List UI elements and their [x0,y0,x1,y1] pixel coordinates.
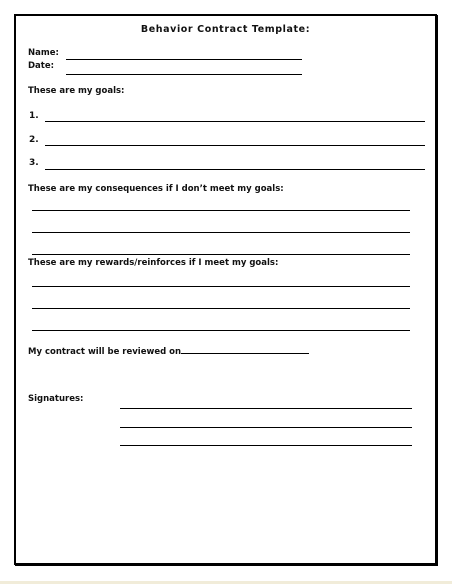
goals-heading: These are my goals: [28,86,125,96]
name-label: Name: [28,48,59,58]
date-line[interactable] [66,74,302,75]
goal-number-3: 3. [29,158,39,168]
rewards-heading: These are my rewards/reinforces if I meet my goals: [28,258,279,268]
consequence-line-2[interactable] [32,232,410,233]
goal-line-2[interactable] [45,145,425,146]
date-label: Date: [28,61,55,71]
goal-number-1: 1. [29,111,39,121]
goal-line-3[interactable] [45,169,425,170]
review-label: My contract will be reviewed on [28,347,182,357]
reward-line-1[interactable] [32,286,410,287]
name-line[interactable] [66,59,302,60]
consequence-line-3[interactable] [32,254,410,255]
review-date-line[interactable] [181,345,309,354]
reward-line-3[interactable] [32,330,410,331]
goal-number-2: 2. [29,135,39,145]
goal-line-1[interactable] [45,121,425,122]
signature-line-2[interactable] [120,427,412,428]
signature-line-3[interactable] [120,445,412,446]
signature-line-1[interactable] [120,408,412,409]
signatures-label: Signatures: [28,394,84,404]
review-statement [28,345,309,358]
document-title: Behavior Contract Template: [140,24,311,35]
consequences-heading: These are my consequences if I don’t meet my goals: [28,184,284,194]
consequence-line-1[interactable] [32,210,410,211]
contract-page [14,14,437,565]
reward-line-2[interactable] [32,308,410,309]
